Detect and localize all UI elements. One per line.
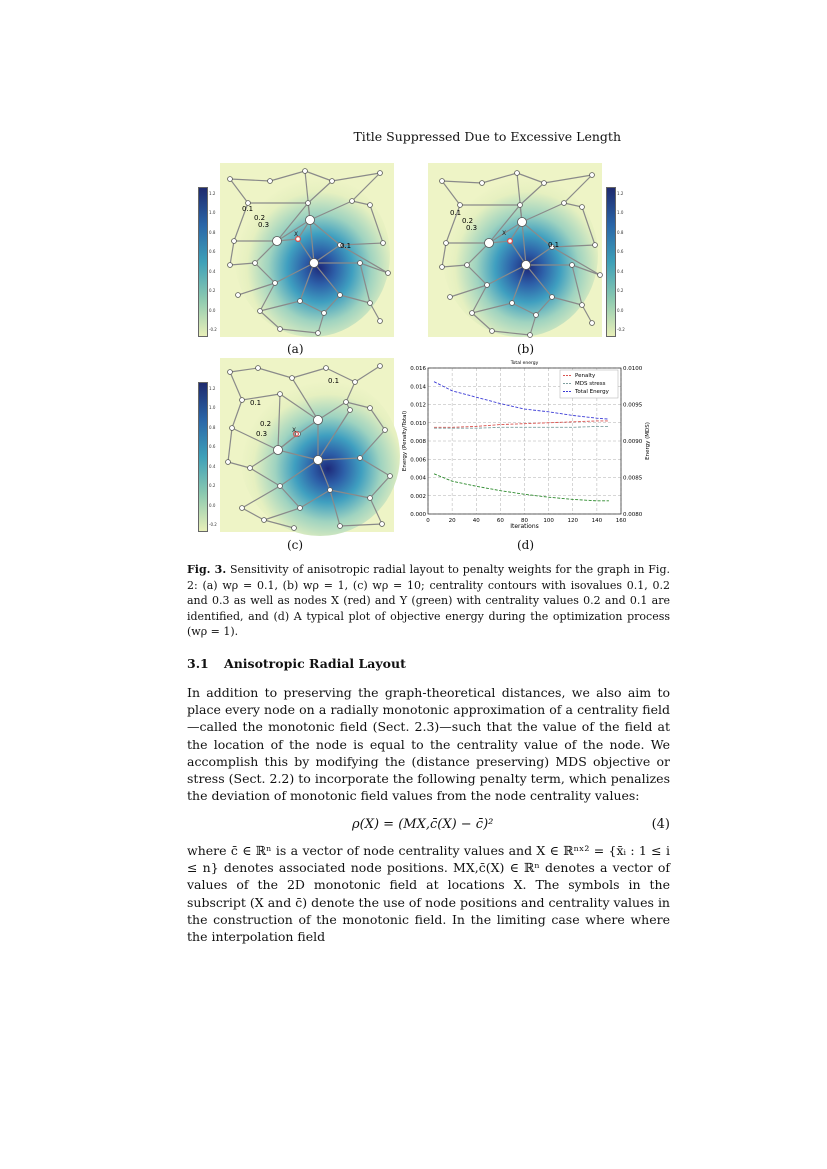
- graph-node: [306, 201, 311, 206]
- x-tick-label: 60: [496, 518, 504, 524]
- graph-node: [440, 265, 445, 270]
- panel-label-d: (d): [517, 538, 535, 552]
- graph-node: [580, 205, 585, 210]
- colorbar-tick: 0.8: [209, 229, 216, 235]
- y-tick-label: 0.002: [410, 493, 426, 500]
- graph-node: [306, 216, 315, 225]
- graph-node: [534, 313, 539, 318]
- colorbar-tick: 0.8: [209, 424, 216, 430]
- series-line-mds-stress: [434, 426, 609, 428]
- graph-node: [480, 181, 485, 186]
- graph-node: [314, 416, 323, 425]
- graph-node: [510, 301, 515, 306]
- graph-node: [368, 406, 373, 411]
- series-line-mds: [434, 474, 609, 501]
- graph-node: [378, 171, 383, 176]
- contour-label: 0.2: [462, 217, 474, 225]
- graph-node: [344, 400, 349, 405]
- graph-node: [290, 376, 295, 381]
- colorbar-tick: 0.4: [209, 268, 216, 274]
- graph-node: [278, 327, 283, 332]
- graph-node: [256, 366, 261, 371]
- y2-axis-label: Energy (MDS): [645, 422, 651, 460]
- paragraph-2: where c̄ ∈ ℝⁿ is a vector of node centrality values and X ∈ ℝⁿˣ² = {x̄ᵢ : 1 ≤ i ≤ n} denotes associated node positions. MX,c̄(X) ∈ ℝⁿ denotes a vector of values of the 2D monotonic field at locations X. The symbols in the subscript (X and c̄) denote the use of node positions and centrality values in the construction of the monotonic field. In the limiting case where where the interpolation field: [187, 843, 670, 945]
- panel-label-a: (a): [287, 342, 304, 356]
- graph-node: [273, 281, 278, 286]
- y2-tick-label: 0.0090: [623, 439, 643, 445]
- graph-node: [388, 474, 393, 479]
- graph-node: [232, 239, 237, 244]
- graph-node: [338, 524, 343, 529]
- graph-node: [444, 241, 449, 246]
- x-tick-label: 40: [472, 518, 480, 524]
- graph-node: [273, 237, 282, 246]
- graph-panel-c: [220, 358, 394, 532]
- graph-node: [240, 398, 245, 403]
- colorbar-tick: 1.0: [209, 405, 216, 411]
- chart-title: Total energy: [510, 361, 539, 366]
- graph-node: [316, 331, 321, 336]
- energy-chart: [400, 358, 651, 530]
- graph-node: [274, 446, 283, 455]
- colorbar-tick: 0.6: [209, 444, 216, 450]
- colorbar-tick: 0.6: [617, 249, 624, 255]
- graph-node: [378, 319, 383, 324]
- graph-node: [228, 263, 233, 268]
- graph-panel-b: [428, 163, 602, 337]
- graph-node: [292, 526, 297, 531]
- graph-node: [542, 181, 547, 186]
- graph-node: [383, 428, 388, 433]
- graph-node: [522, 261, 531, 270]
- graph-node: [440, 179, 445, 184]
- colorbar-c: [198, 382, 208, 532]
- graph-node: [310, 259, 319, 268]
- x-tick-label: 80: [521, 518, 528, 524]
- legend-entry: Penalty: [575, 373, 596, 379]
- running-header: Title Suppressed Due to Excessive Length: [353, 129, 621, 144]
- graph-node: [580, 303, 585, 308]
- graph-node: [590, 321, 595, 326]
- y-tick-label: 0.000: [410, 512, 426, 518]
- y-tick-label: 0.010: [410, 420, 426, 427]
- node-x-label: X: [502, 230, 507, 237]
- y2-tick-label: 0.0085: [623, 475, 643, 482]
- contour-label: 0.3: [466, 224, 478, 232]
- colorbar-tick: 0.6: [209, 249, 216, 255]
- graph-node: [518, 218, 527, 227]
- y-tick-label: 0.006: [410, 457, 426, 464]
- graph-node: [593, 243, 598, 248]
- section-number: 3.1: [187, 656, 209, 671]
- graph-node: [518, 203, 523, 208]
- graph-node: [322, 311, 327, 316]
- contour-label: 0.1: [340, 242, 352, 250]
- graph-node: [562, 201, 567, 206]
- graph-node: [258, 309, 263, 314]
- graph-panel-a: [220, 163, 394, 337]
- colorbar-tick: 0.4: [209, 463, 216, 469]
- series-line-penalty: [434, 421, 609, 427]
- y-tick-label: 0.012: [410, 402, 426, 409]
- x-tick-label: 100: [543, 518, 554, 524]
- colorbar-tick: 0.0: [617, 307, 624, 313]
- graph-node: [570, 263, 575, 268]
- y2-tick-label: 0.0100: [623, 366, 643, 372]
- graph-node: [470, 311, 475, 316]
- graph-node: [485, 239, 494, 248]
- colorbar-tick: 0.0: [209, 307, 216, 313]
- graph-node: [528, 333, 533, 338]
- graph-node: [314, 456, 323, 465]
- colorbar-tick: 0.2: [209, 483, 216, 489]
- legend-entry: MDS stress: [575, 381, 606, 387]
- y-tick-label: 0.014: [410, 384, 426, 391]
- graph-node: [368, 203, 373, 208]
- colorbar-tick: -0.2: [209, 327, 217, 332]
- colorbar-tick: 0.8: [617, 229, 624, 235]
- graph-node: [298, 299, 303, 304]
- contour-label: 0.1: [328, 377, 340, 385]
- graph-node: [485, 283, 490, 288]
- graph-node: [262, 518, 267, 523]
- graph-node: [490, 329, 495, 334]
- contour-label: 0.3: [256, 430, 268, 438]
- graph-node: [328, 488, 333, 493]
- panel-label-b: (b): [517, 342, 535, 356]
- x-tick-label: 140: [591, 518, 603, 524]
- y-tick-label: 0.016: [410, 366, 426, 372]
- node-x-label: X: [292, 427, 297, 434]
- y-tick-label: 0.008: [410, 439, 426, 445]
- graph-node: [465, 263, 470, 268]
- graph-node: [278, 392, 283, 397]
- colorbar-tick: 0.4: [617, 268, 624, 274]
- graph-node: [458, 203, 463, 208]
- graph-node: [448, 295, 453, 300]
- colorbar-tick: 0.2: [209, 288, 216, 294]
- graph-node: [278, 484, 283, 489]
- colorbar-b: [606, 187, 616, 337]
- paragraph-1: In addition to preserving the graph-theoretical distances, we also aim to place every node on a radially monotonic approximation of a centrality field—called the monotonic field (Sect. 2.3)—such that the value of the field at the location of the node is equal to the centrality value of the node. We accomplish this by modifying the (distance preserving) MDS objective or stress (Sect. 2.2) to incorporate the following penalty term, which penalizes the deviation of monotonic field values from the node centrality values:: [187, 685, 670, 804]
- contour-label: 0.2: [254, 214, 266, 222]
- legend-entry: Total Energy: [575, 389, 609, 395]
- contour-label: 0.1: [242, 205, 254, 213]
- colorbar-tick: 1.0: [617, 210, 624, 216]
- x-axis-label: Iterations: [510, 523, 539, 530]
- graph-node: [386, 271, 391, 276]
- graph-node: [515, 171, 520, 176]
- graph-node: [350, 199, 355, 204]
- graph-node: [228, 177, 233, 182]
- node-x-label: X: [294, 231, 299, 238]
- y2-tick-label: 0.0080: [623, 512, 643, 518]
- x-tick-label: 20: [448, 518, 456, 524]
- graph-node: [368, 496, 373, 501]
- colorbar-tick: 0.0: [209, 502, 216, 508]
- colorbar-a: [198, 187, 208, 337]
- graph-node: [598, 273, 603, 278]
- contour-label: 0.1: [548, 241, 560, 249]
- x-tick-label: 120: [567, 518, 578, 524]
- graph-node: [338, 293, 343, 298]
- graph-node: [230, 426, 235, 431]
- colorbar-tick: 0.2: [617, 288, 624, 294]
- contour-label: 0.1: [450, 209, 462, 217]
- colorbar-tick: -0.2: [209, 522, 217, 527]
- caption-label: Fig. 3.: [187, 563, 227, 576]
- graph-node: [303, 169, 308, 174]
- y-axis-label: Energy (Penalty/Total): [402, 410, 408, 472]
- y-tick-label: 0.004: [410, 475, 426, 482]
- graph-node: [226, 460, 231, 465]
- caption-text: Sensitivity of anisotropic radial layout to penalty weights for the graph in Fig. 2: (a) wρ = 0.1, (b) wρ = 1, (c) wρ = 10; centrality contours with isovalues 0.1, 0.2 and 0.3 as well as nodes X (red) and Y (green) with centrality values 0.2 and 0.1 are identified, and (d) A typical plot of objective energy during the optimization process (wρ = 1).: [187, 563, 670, 639]
- x-tick-label: 0: [426, 518, 430, 524]
- equation-number: (4): [651, 817, 670, 832]
- graph-node: [550, 295, 555, 300]
- graph-node: [378, 364, 383, 369]
- graph-node: [324, 366, 329, 371]
- colorbar-tick: 1.0: [209, 210, 216, 216]
- section-heading: Anisotropic Radial Layout: [224, 656, 406, 671]
- colorbar-tick: 1.2: [209, 386, 216, 391]
- graph-node: [268, 179, 273, 184]
- section-title: [187, 656, 406, 671]
- contour-label: 0.1: [250, 399, 262, 407]
- graph-node: [590, 173, 595, 178]
- colorbar-tick: -0.2: [617, 327, 625, 332]
- graph-node: [380, 522, 385, 527]
- graph-node: [381, 241, 386, 246]
- graph-node: [236, 293, 241, 298]
- panel-label-c: (c): [287, 538, 304, 552]
- colorbar-tick: 1.2: [617, 191, 624, 196]
- x-tick-label: 160: [615, 518, 627, 524]
- graph-node: [240, 506, 245, 511]
- colorbar-tick: 1.2: [209, 191, 216, 196]
- figure-caption: [187, 562, 670, 640]
- graph-node: [298, 506, 303, 511]
- equation-body: ρ(X) = (MX,c̄(X) − c̄)²: [352, 817, 494, 832]
- contour-label: 0.2: [260, 420, 272, 428]
- graph-node: [330, 179, 335, 184]
- contour-label: 0.3: [258, 221, 270, 229]
- graph-node: [348, 408, 353, 413]
- graph-node: [358, 456, 363, 461]
- graph-node: [353, 380, 358, 385]
- graph-node: [368, 301, 373, 306]
- graph-node: [248, 466, 253, 471]
- graph-node: [228, 370, 233, 375]
- graph-node: [358, 261, 363, 266]
- y2-tick-label: 0.0095: [623, 402, 643, 409]
- graph-node: [253, 261, 258, 266]
